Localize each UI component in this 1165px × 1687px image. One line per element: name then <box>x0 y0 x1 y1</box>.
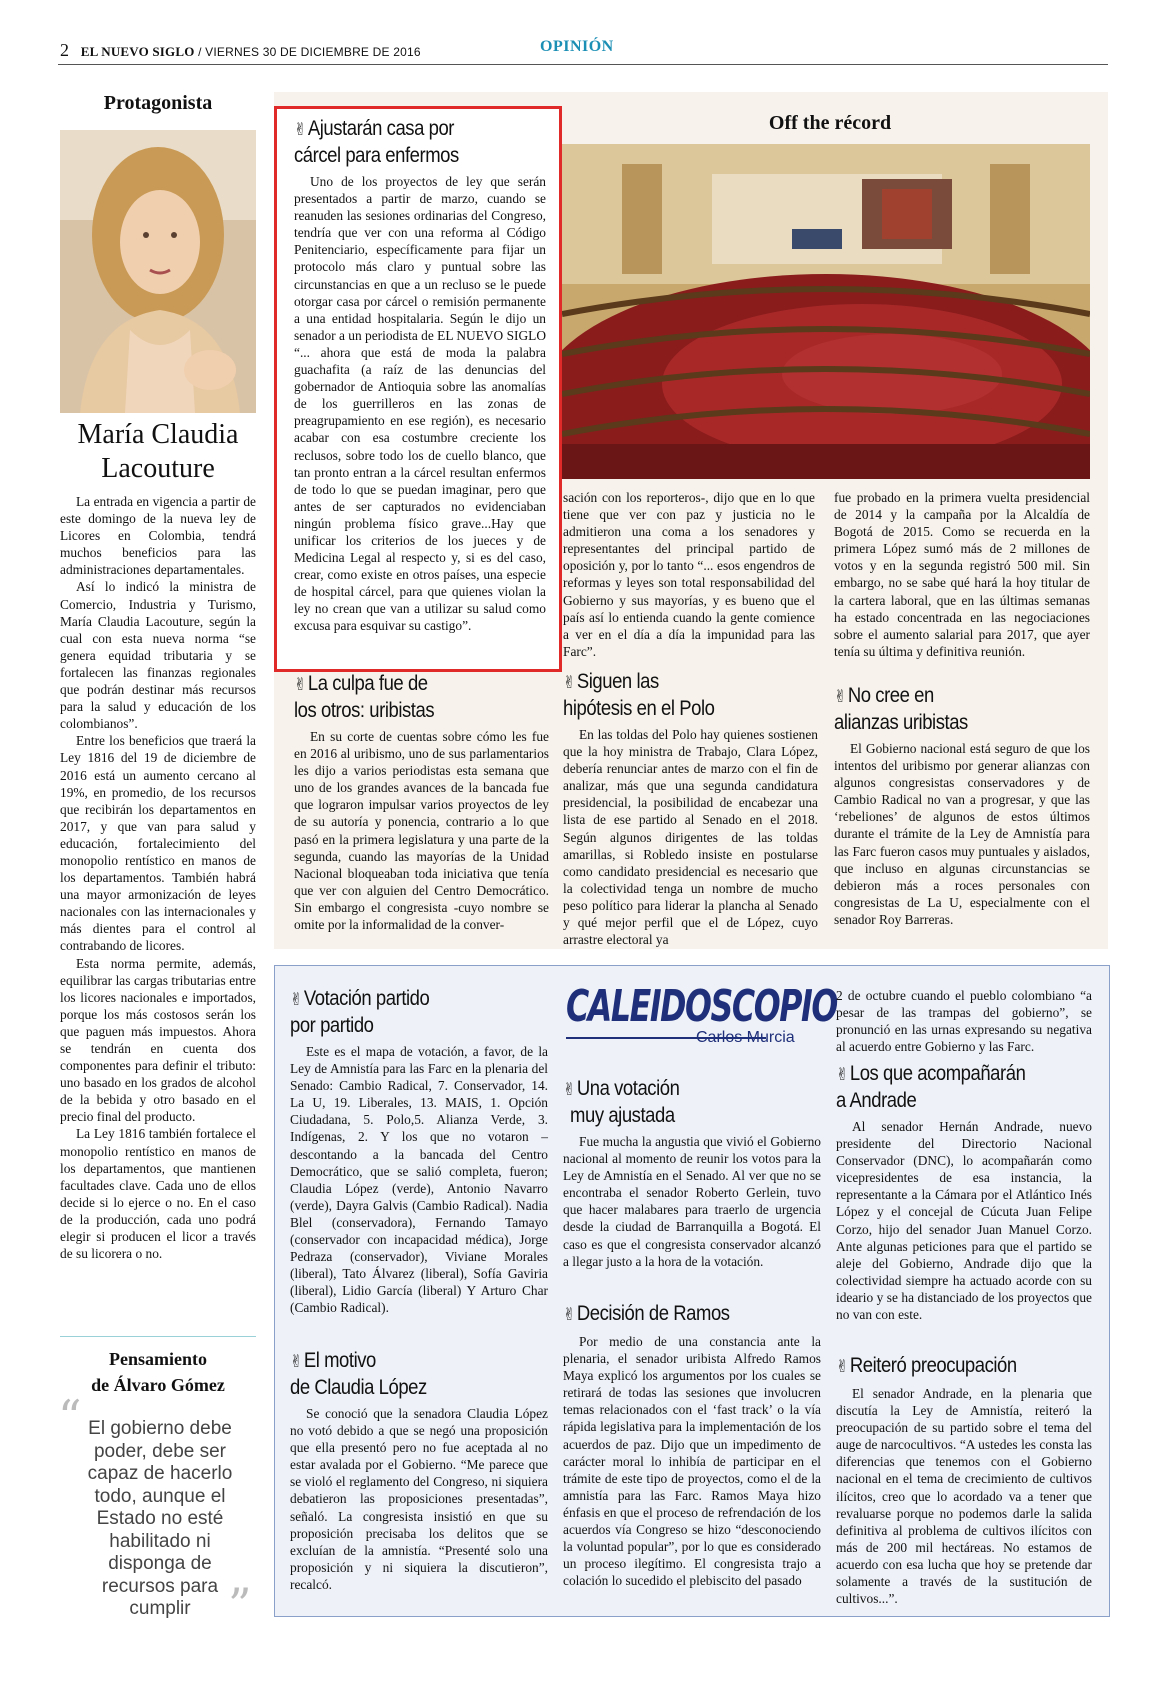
paragraph: Al senador Hernán Andrade, nuevo presidente del Directorio Nacional Conservador (DNC), lo acompañarán como vicepresidentes de esa instancia, la representante a la Cámara por el Atlántico Inés López y el concejal de Cúcuta Juan Felipe Corzo, hijo del senador Juan Manuel Corzo. Ante algunas peticiones para que el partido se aleje del Gobierno, Andrade dijo que la colectividad siempre ha actuado acorde con su ideario y se ha distanciado de los proyectos que no van con este. <box>836 1119 1092 1323</box>
pensamiento-title-line: de Álvaro Gómez <box>91 1375 225 1395</box>
caleidoscopio-logo <box>566 981 837 1046</box>
article-headline-line2: de Claudia López <box>290 1376 427 1399</box>
pensamiento-divider <box>60 1336 256 1337</box>
ramos-continuation <box>836 987 1092 1055</box>
paragraph: Uno de los proyectos de ley que serán presentados a partir de marzo, cuando se reanuden las sesiones ordinarias del Congreso, tendría que ver con una reforma al Código Penitenciario, específicamente para fijar un protocolo más claro y puntual sobre las circunstancias en que a un recluso se le puede otorgar casa por cárcel o remisión permanente a una entidad hospitalaria. Según le dijo un senador a un periodista de EL NUEVO SIGLO “... ahora que está de moda la palabra guachafita (a raíz de las denuncias del gobernador de Antioquia sobre las anomalías de los guerrilleros en las zonas de preagrupamiento en ese región), es necesario acabar con esa costumbre creciente los reclusos, sobre todo los de cuello blanco, que tan pronto entran a la cárcel resultan enfermos de todo lo que se puedan imaginar, pero que antes de ser capturados no evidenciaban ningún problema físico grave...Hay que unificar los criterios de los jueces y de Medicina Legal al respecto y, si es del caso, crear, como existe en otros países, una especie de hospital cárcel, para que quienes violan la ley no crean que van a utilizar su salud como excusa para esquivar su castigo”. <box>294 174 547 634</box>
close-quote-icon <box>228 1578 252 1632</box>
victory-hand-icon: ✌ <box>836 1065 849 1085</box>
article-body <box>290 1405 548 1593</box>
article-alianzas <box>834 682 1090 928</box>
victory-hand-icon: ✌ <box>563 1080 576 1100</box>
article-headline-line2: por partido <box>290 1014 374 1037</box>
article-body <box>563 1133 821 1270</box>
article-motivo <box>290 1347 548 1593</box>
article-body <box>836 1118 1092 1323</box>
paragraph: Se conoció que la senadora Claudia López no votó debido a que se negó una proposición que ella presentó pero no fue aceptada al no estar avalada por el Gobierno. “Me parece que se violó el reglamento del Congreso, ni siquiera debatieron las proposiciones presentadas”, señaló. La congresista insistió en que su proposición precisaba los delitos que se excluían de la amnistía. “Presenté solo una proposición y ni siquiera la discutieron”, recalcó. <box>290 1406 548 1592</box>
victory-hand-icon: ✌ <box>563 673 576 693</box>
paragraph: Fue mucha la angustia que vivió el Gobierno nacional al momento de reunir los votos para la Ley de Amnistía en el Senado. Al ver que no se encontraba el senador Roberto Gerlein, tuvo que hacer malabares para traerlo de urgencia desde la ciudad de Barranquilla a Bogotá. El caso es que el congresista conservador alcanzó a llegar justo a la hora de la votación. <box>563 1134 821 1269</box>
article-headline: ✌Siguen las <box>563 670 659 693</box>
paragraph: El senador Andrade, en la plenaria que discutía la Ley de Amnistía, reiteró la preocupación de su partido sobre el tema del auge de narcocultivos. “A ustedes les consta las diferencias que tenemos con el Gobierno nacional en el tema de crecimiento de cultivos ilícitos, creo que lo acordado va a tener que revaluarse porque no podemos darle la salida definitiva al problema de cultivos ilícitos con más de 200 mil hectáreas. No estamos de acuerdo con esa lucha que hoy se pretende dar solamente a través de la sustitución de cultivos...”. <box>836 1386 1092 1607</box>
article-body <box>563 1333 821 1589</box>
portrait-illustration <box>60 130 256 413</box>
article-headline-line2: alianzas uribistas <box>834 711 968 734</box>
article-culpa <box>294 670 549 933</box>
article-headline-line2: hipótesis en el Polo <box>563 697 715 720</box>
page-number: 2 <box>60 40 70 60</box>
paragraph: Por medio de una constancia ante la plenaria, el senador uribista Alfredo Ramos Maya explicó los argumentos por los cuales se retirará de todas las sesiones que involucren temas relacionados con el ‘fast track’ o la vía rápida legislativa para la implementación de los acuerdos de paz. Dijo que un impedimento de carácter moral lo inhibía de participar en el trámite de este tipo de proyectos, como el de la amnistía para las Farc. Ramos Maya hizo énfasis en que el proceso de refrendación de los acuerdos vía Congreso se hizo “desconociendo la voluntad popular”, por lo que es considerado un proceso ilegítimo. El congresista trajo a colación lo sucedido el plebiscito del pasado <box>563 1334 821 1589</box>
protagonist-name: María Claudia Lacouture <box>77 419 239 484</box>
column-author: Carlos Murcia <box>696 1029 795 1046</box>
article-headline: ✌El motivo <box>290 1349 376 1372</box>
article-ajustada <box>563 1075 821 1270</box>
article-body <box>294 173 546 635</box>
open-quote-mark: “ <box>58 1390 82 1444</box>
article-headline-line2: los otros: uribistas <box>294 699 435 722</box>
victory-hand-icon: ✌ <box>290 1352 303 1372</box>
highlighted-article-box <box>274 106 562 672</box>
paragraph: El Gobierno nacional está seguro de que los intentos del uribismo por generar alianzas con algunos congresistas conservadores y de Cambio Radical no van a progresar, y que las ‘rebeliones’ de algunos de estos últimos durante el trámite de la Ley de Amnistía para las Farc fueron casos muy puntuales y aislados, que incluso en algunas circunstancias se debieron más a roces personales con congresistas de La U, especialmente con el senador Roy Barreras. <box>834 741 1090 927</box>
paragraph: La Ley 1816 también fortalece el monopolio rentístico en manos de los departamentos, que mantienen facultades clave. Cada uno de ellos decide si lo ejerce o no. En el caso de la producción, cada uno podrá elegir si producen el licor a través de su licorera o no. <box>60 1126 256 1262</box>
paragraph: 2 de octubre cuando el pueblo colombiano “a pesar de las trampas del gobierno”, se pronunció en las urnas expresando su negativa al acuerdo entre Gobierno y las Farc. <box>836 988 1092 1055</box>
victory-hand-icon: ✌ <box>294 120 307 140</box>
article-body <box>563 726 818 948</box>
paragraph: Entre los beneficios que traerá la Ley 1816 del 19 de diciembre de 2016 está un aumento cercano al 19%, en promedio, de los recursos que recibirán los departamentos en 2017, y que van para salud y educación, fortalecimiento del monopolio rentístico en manos de los departamentos. También habrá una mayor armonización de leyes nacionales con las internacionales y más dientes para el control al contrabando de licores. <box>60 733 256 954</box>
article-headline: ✌No cree en <box>834 684 934 707</box>
paragraph: sación con los reporteros-, dijo que en lo que tiene que ver con paz y justicia no le admitieron una coma a los senadores y representantes del principal partido de oposición y, por lo tanto “... esos engendros de reformas y leyes son total responsabilidad del Gobierno y sus mayorías, y es bueno que el país así lo entienda cuando la gente comience a ver en el día a día la impunidad para las Farc”. <box>563 490 815 659</box>
article-headline-line2: cárcel para enfermos <box>294 144 459 167</box>
victory-hand-icon: ✌ <box>294 675 307 695</box>
paragraph: Esta norma permite, además, equilibrar las cargas tributarias entre los licores nacionales e importados, porque los más costosos serán los que paguen más impuestos. Ahora se tendrán en cuenta dos componentes para definir el tributo: uno basado en los grados de alcohol de la bebida y otro basado en el precio final del producto. <box>60 955 256 1125</box>
paragraph: En su corte de cuentas sobre cómo les fue en 2016 al uribismo, uno de sus parlamentarios les dijo a varios periodistas esta semana que uno de los grandes avances de la bancada fue que lograron impulsar varios proyectos de ley de su autoría y ponencia, contrario a lo que pasó en la primera legislatura y una parte de la segunda, cuando las mayorías de la Unidad Nacional bloqueaban toda iniciativa que tenía que ver con alguien del Centro Democrático. Sin embargo el congresista -cuyo nombre se omite por la informalidad de la conver- <box>294 729 549 933</box>
close-quote-mark: ” <box>228 1578 252 1632</box>
article-ramos <box>563 1300 821 1589</box>
header-divider <box>58 64 1108 65</box>
article-headline: ✌Ajustarán casa por <box>294 117 455 140</box>
article-headline: ✌La culpa fue de <box>294 672 428 695</box>
caleidoscopio-title: CALEIDOSCOPIO <box>566 981 837 1032</box>
culpa-continuation <box>563 489 815 660</box>
article-andrade <box>836 1060 1092 1323</box>
paragraph: En las toldas del Polo hay quienes sostienen que la hoy ministra de Trabajo, Clara López, debería renunciar antes de marzo con el fin de analizar, más que una segunda candidatura presidencial, la posibilidad de encabezar una lista de ese partido al Senado en el 2018. Según algunos dirigentes de las toldas amarillas, si Robledo insiste en postularse como candidato presidencial es necesario que la colectividad tenga un nombre de mucho peso político para liderar la plancha al Senado y qué mejor perfil que el de López, cuyo arrastre electoral ya <box>563 727 818 948</box>
page-header <box>60 40 421 61</box>
pensamiento-title-line: Pensamiento <box>109 1349 207 1369</box>
paragraph: La entrada en vigencia a partir de este domingo de la nueva ley de Licores en Colombia, tendrá muchos beneficios para las administraciones departamentales. <box>60 494 256 578</box>
victory-hand-icon: ✌ <box>290 990 303 1010</box>
chamber-illustration <box>562 144 1090 479</box>
article-headline: ✌Reiteró preocupación <box>836 1354 1017 1377</box>
article-headline: ✌Votación partido <box>290 987 430 1010</box>
article-polo <box>563 668 818 948</box>
article-body <box>834 740 1090 928</box>
pensamiento-title <box>60 1346 256 1398</box>
article-headline-line2: a Andrade <box>836 1089 917 1112</box>
protagonista-title: Protagonista <box>103 92 213 114</box>
paragraph: Así lo indicó la ministra de Comercio, Industria y Turismo, María Claudia Lacouture, según la cual con esta nueva norma “se genera equidad tributaria y se fortalecen las finanzas regionales que podrán destinar más recursos para la salud y educación de los colombianos”. <box>60 579 256 732</box>
paragraph: Este es el mapa de votación, a favor, de la Ley de Amnistía para las Farc en la plenaria del Senado: Cambio Radical, 7. Conservador, 14. La U, 19. Liberales, 13. MAIS, 1. Opción Ciudadana, 5. Polo,5. Alianza Verde, 3. Indígenas, 2. Y los que no votaron –descontando a la bancada del Centro Democrático, que se salió completa, fueron; Claudia López (verde), Antonio Navarro (verde), Dayra Galvis (Cambio Radical). Nadia Blel (conservadora), Fernando Tamayo (conservador con incapacidad médica), Jorge Pedraza (conservador), Viviane Morales (liberal), Tato Álvarez (liberal), Sofía Gaviria (liberal), Lidio García (liberal) Y Arturo Char (Cambio Radical). <box>290 1044 548 1316</box>
article-votacion <box>290 985 548 1317</box>
victory-hand-icon: ✌ <box>563 1305 576 1325</box>
congress-chamber-photo <box>562 144 1090 479</box>
off-the-record-title: Off the récord <box>768 112 892 134</box>
portrait-photo <box>60 130 256 413</box>
issue-date: / VIERNES 30 DE DICIEMBRE DE 2016 <box>198 45 421 59</box>
article-headline: ✌Los que acompañarán <box>836 1062 1026 1085</box>
victory-hand-icon: ✌ <box>834 687 847 707</box>
article-preocupacion <box>836 1352 1092 1607</box>
victory-hand-icon: ✌ <box>836 1357 849 1377</box>
article-body <box>836 1385 1092 1607</box>
polo-continuation <box>834 489 1090 660</box>
article-body <box>294 728 549 933</box>
pensamiento-quote: El gobierno debe poder, debe ser capaz de hacerlo todo, aunque el Estado no esté habilitado ni disponga de recursos para cumplir <box>87 1418 233 1619</box>
article-headline: ✌Decisión de Ramos <box>563 1302 730 1325</box>
protagonista-body <box>60 493 256 1262</box>
paragraph: fue probado en la primera vuelta presidencial de 2014 y la campaña por la Alcaldía de Bogotá de 2015. Como se recuerda en la primera López sumó más de 2 millones de votos y en la segunda registró 500 mil. Sin embargo, no se sabe qué hará la hoy titular de la cartera laboral, que en las últimas semanas ha estado concentrada en las negociaciones sobre el aumento salarial para 2017, que ayer tenía su última y definitiva reunión. <box>834 490 1090 659</box>
newspaper-name: EL NUEVO SIGLO <box>80 44 195 59</box>
section-title: OPINIÓN <box>540 38 614 55</box>
article-body <box>290 1043 548 1317</box>
article-headline-line2: muy ajustada <box>570 1104 675 1127</box>
article-headline: ✌Una votación <box>563 1077 680 1100</box>
